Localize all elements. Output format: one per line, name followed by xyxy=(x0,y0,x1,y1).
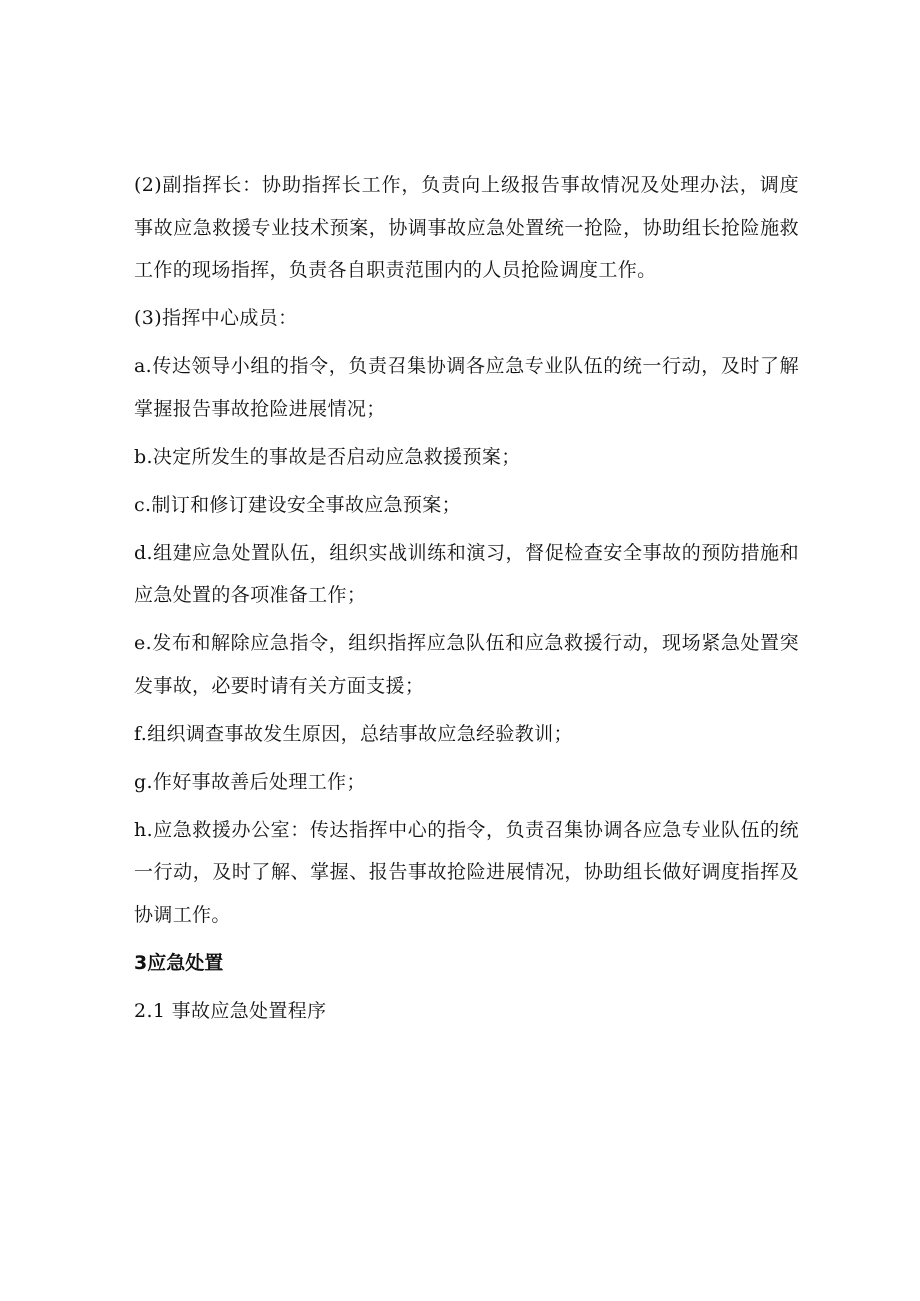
list-item-g: g.作好事故善后处理工作； xyxy=(134,770,366,793)
paragraph-command-center-members: (3)指挥中心成员： xyxy=(134,307,298,329)
document-body xyxy=(134,164,799,1032)
list-item-b: b.决定所发生的事故是否启动应急救援预案； xyxy=(134,445,521,468)
list-item-c: c.制订和修订建设安全事故应急预案； xyxy=(134,493,461,516)
list-item-e: e.发布和解除应急指令，组织指挥应急队伍和应急救援行动，现场紧急处置突发事故，必要时请有关方面支援； xyxy=(134,632,799,697)
list-item-a: a.传达领导小组的指令，负责召集协调各应急专业队伍的统一行动，及时了解掌握报告事故抢险进展情况； xyxy=(134,355,799,420)
list-item-f: f.组织调查事故发生原因，总结事故应急经验教训； xyxy=(134,722,573,745)
list-item-h: h.应急救援办公室：传达指挥中心的指令，负责召集协调各应急专业队伍的统一行动，及时了解、掌握、报告事故抢险进展情况，协助组长做好调度指挥及协调工作。 xyxy=(134,818,799,926)
list-item-d: d.组建应急处置队伍，组织实战训练和演习，督促检查安全事故的预防措施和应急处置的各项准备工作； xyxy=(134,541,799,606)
subsection-heading: 2.1 事故应急处置程序 xyxy=(134,999,327,1022)
paragraph-deputy-commander: (2)副指挥长：协助指挥长工作，负责向上级报告事故情况及处理办法，调度事故应急救援专业技术预案，协调事故应急处置统一抢险，协助组长抢险施救工作的现场指挥，负责各自职责范围内的人员抢险调度工作。 xyxy=(134,174,799,281)
section-heading: 3应急处置 xyxy=(134,951,224,974)
